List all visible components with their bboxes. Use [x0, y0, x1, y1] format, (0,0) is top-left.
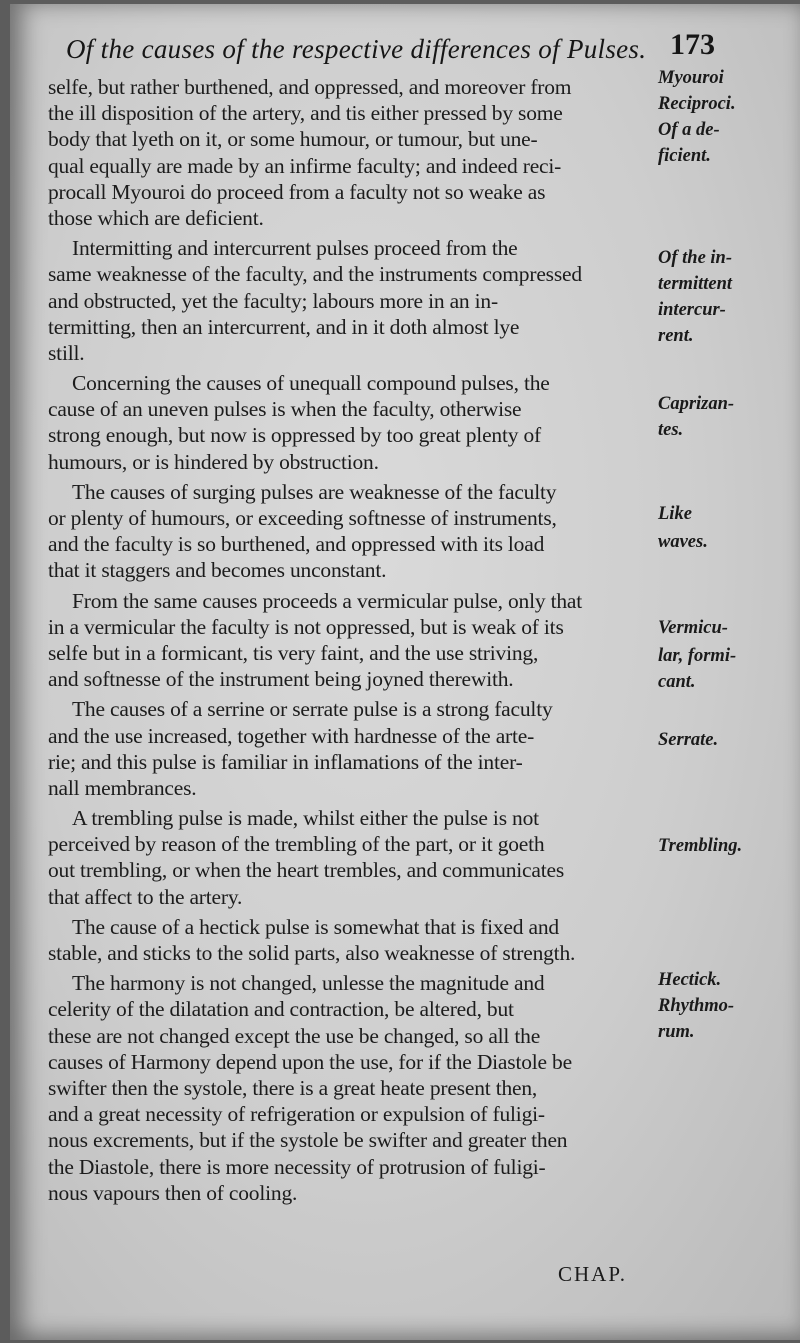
page-number: 173 [670, 28, 715, 61]
text-line: The harmony is not changed, unlesse the magnitude and [72, 971, 545, 996]
margin-note: Rhythmo- [658, 996, 735, 1016]
margin-note: cant. [658, 672, 696, 692]
text-line: and the use increased, together with hardnesse of the arte- [48, 723, 535, 748]
margin-note: waves. [658, 532, 708, 552]
text-line: and obstructed, yet the faculty; labours more in an in- [48, 288, 498, 313]
margin-note: Vermicu- [658, 618, 728, 638]
text-line: swifter then the systole, there is a great heate present then, [48, 1075, 538, 1100]
text-line: still. [48, 340, 85, 365]
margin-note: Of a de- [658, 120, 720, 140]
text-line: nall membrances. [48, 775, 197, 800]
text-line: causes of Harmony depend upon the use, for if the Diastole be [48, 1049, 572, 1074]
text-line: the Diastole, there is more necessity of protrusion of fuligi- [48, 1154, 546, 1179]
margin-note: tes. [658, 420, 684, 440]
text-line: that affect to the artery. [48, 884, 243, 909]
text-line: and the faculty is so burthened, and oppressed with its load [48, 532, 545, 557]
text-line: body that lyeth on it, or some humour, or tumour, but une- [48, 127, 538, 152]
margin-note: Serrate. [658, 730, 719, 750]
text-line: and a great necessity of refrigeration or expulsion of fuligi- [48, 1102, 545, 1127]
text-line: cause of an uneven pulses is when the faculty, otherwise [48, 397, 522, 422]
text-line: these are not changed except the use be changed, so all the [48, 1023, 541, 1048]
text-line: qual equally are made by an infirme faculty; and indeed reci- [48, 153, 562, 178]
text-line: or plenty of humours, or exceeding softnesse of instruments, [48, 506, 557, 530]
text-line: The cause of a hectick pulse is somewhat that is fixed and [72, 914, 559, 939]
text-line: The causes of a serrine or serrate pulse is a strong faculty [72, 697, 553, 722]
text-line: and softnesse of the instrument being joyned therewith. [48, 667, 514, 692]
margin-note: rum. [658, 1022, 695, 1042]
text-line: same weaknesse of the faculty, and the instruments compressed [48, 262, 582, 287]
margin-note: Hectick. [658, 970, 722, 990]
running-head: Of the causes of the respective differences of Pulses. [66, 34, 647, 64]
text-line: procall Myouroi do proceed from a faculty not so weake as [48, 179, 546, 204]
margin-note: Of the in- [658, 248, 732, 268]
margin-note: ficient. [658, 146, 711, 166]
text-line: From the same causes proceeds a vermicular pulse, only that [72, 588, 583, 613]
text-line: out trembling, or when the heart trembles, and communicates [48, 858, 564, 883]
text-line: Intermitting and intercurrent pulses proceed from the [72, 236, 518, 261]
margin-note: rent. [658, 326, 694, 346]
margin-note: Myouroi [658, 68, 724, 88]
margin-note: termittent [658, 274, 732, 294]
text-line: Concerning the causes of unequall compound pulses, the [72, 371, 550, 396]
text-line: celerity of the dilatation and contraction, be altered, but [48, 997, 514, 1022]
body-text [48, 74, 673, 1206]
text-line: termitting, then an intercurrent, and in it doth almost lye [48, 314, 520, 339]
margin-note: Trembling. [658, 836, 743, 856]
text-line: selfe, but rather burthened, and oppressed, and moreover from [48, 75, 572, 99]
text-line: rie; and this pulse is familiar in inflamations of the inter- [48, 749, 523, 774]
text-line: nous excrements, but if the systole be swifter and greater then [48, 1128, 568, 1153]
book-page [10, 4, 800, 1340]
text-line: selfe but in a formicant, tis very faint, and the use striving, [48, 640, 539, 665]
text-line: The causes of surging pulses are weaknesse of the faculty [72, 479, 557, 504]
text-line: the ill disposition of the artery, and tis either pressed by some [48, 101, 563, 126]
text-line: stable, and sticks to the solid parts, also weaknesse of strength. [48, 941, 576, 965]
catchword: CHAP. [558, 1262, 627, 1286]
text-line: A trembling pulse is made, whilst either the pulse is not [72, 806, 539, 831]
margin-note: Like [658, 504, 692, 524]
margin-note: Reciproci. [658, 94, 736, 114]
margin-note: intercur- [658, 300, 726, 320]
text-line: nous vapours then of cooling. [48, 1180, 298, 1205]
text-line: those which are deficient. [48, 205, 264, 230]
text-line: humours, or is hindered by obstruction. [48, 449, 379, 474]
margin-note: Caprizan- [658, 394, 735, 414]
text-line: perceived by reason of the trembling of the part, or it goeth [48, 832, 545, 857]
text-line: in a vermicular the faculty is not oppressed, but is weak of its [48, 614, 564, 639]
text-line: strong enough, but now is oppressed by too great plenty of [48, 423, 541, 448]
text-line: that it staggers and becomes unconstant. [48, 558, 387, 583]
margin-note: lar, formi- [658, 646, 737, 666]
